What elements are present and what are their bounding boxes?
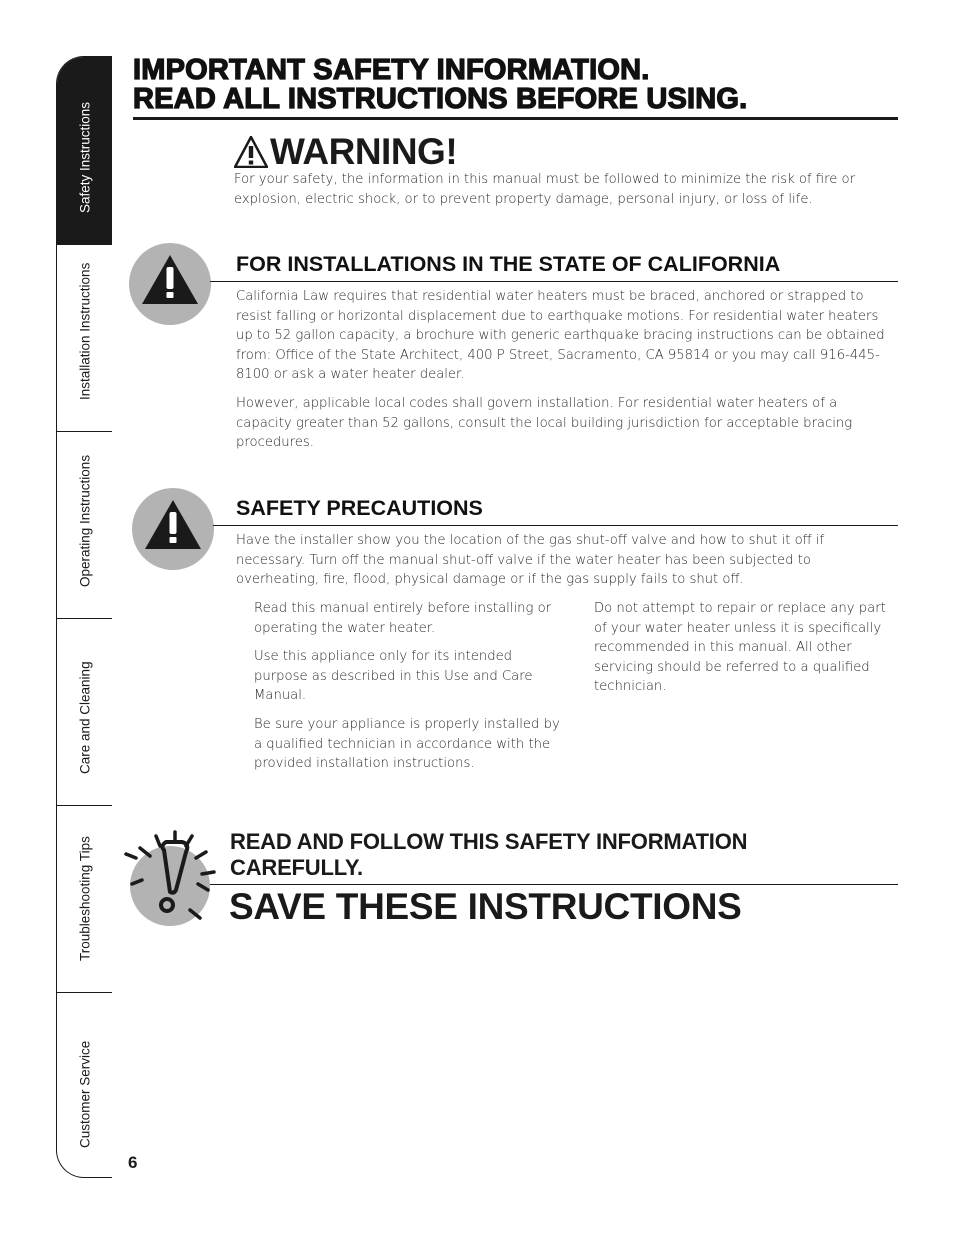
precautions-rule — [213, 525, 898, 526]
page-number: 6 — [128, 1153, 138, 1172]
warning-title: WARNING! — [270, 131, 458, 172]
precaution-item: Read this manual entirely before installing or operating the water heater. — [254, 601, 552, 636]
save-instructions-heading: SAVE THESE INSTRUCTIONS — [229, 886, 742, 927]
precaution-item: Do not attempt to repair or replace any part of your water heater unless it is specifically recommended in this manual. All other servicing should be referred to a qualified technician. — [594, 601, 886, 695]
tab-label: Customer Service — [77, 1040, 93, 1148]
tab-operating-instructions[interactable] — [57, 432, 112, 619]
exclamation-circle-icon — [132, 488, 214, 570]
exclamation-circle-icon — [129, 243, 211, 325]
california-paragraph-2: However, applicable local codes shall govern installation. For residential water heaters of a capacity greater than 52 gallons, consult the local building jurisdiction for acceptable bracing procedures. — [236, 396, 853, 451]
tab-label: Troubleshooting Tips — [77, 836, 93, 961]
precautions-intro: Have the installer show you the location of the gas shut-off valve and how to shut it off if necessary. Turn off the manual shut-off valve if the water heater has been subjected to overheating, fire, flood, physical damage or if the gas supply fails to shut off. — [236, 533, 825, 588]
tab-care-and-cleaning[interactable] — [57, 619, 112, 806]
closing-title: READ AND FOLLOW THIS SAFETY INFORMATION CAREFULLY. — [230, 829, 748, 880]
warning-text: For your safety, the information in this manual must be followed to minimize the risk of fire or explosion, electric shock, or to prevent property damage, personal injury, or loss of life. — [234, 172, 856, 207]
tab-safety-instructions[interactable] — [57, 57, 112, 245]
header-line-1: IMPORTANT SAFETY INFORMATION. — [133, 54, 650, 86]
precaution-item: Be sure your appliance is properly installed by a qualified technician in accordance with the provided installation instructions. — [254, 717, 560, 772]
header-line-2: READ ALL INSTRUCTIONS BEFORE USING. — [133, 83, 748, 115]
tab-customer-service[interactable] — [57, 993, 112, 1178]
warning-triangle-icon — [234, 136, 268, 168]
california-rule — [210, 281, 898, 282]
section-tabs — [56, 56, 112, 1178]
tab-installation-instructions[interactable] — [57, 245, 112, 432]
attention-burst-icon — [120, 828, 220, 928]
precaution-item: Use this appliance only for its intended purpose as described in this Use and Care Manual. — [254, 649, 533, 704]
tab-label: Installation Instructions — [77, 262, 93, 400]
tab-label: Care and Cleaning — [77, 661, 93, 774]
tab-label: Operating Instructions — [77, 454, 93, 587]
tab-troubleshooting-tips[interactable] — [57, 806, 112, 993]
closing-rule — [210, 884, 898, 885]
tab-label: Safety Instructions — [77, 101, 93, 213]
california-paragraph-1: California Law requires that residential water heaters must be braced, anchored or strapped to resist falling or horizontal displacement due to earthquake motions. For residential water heaters up to 52 gallon capacity, a brochure with generic earthquake bracing instructions can be obtained from: Office of the State Architect, 400 P Street, Sacramento, CA 95814 or you may call 916-445-8100 or ask a water heater dealer. — [236, 289, 885, 383]
page-header — [133, 56, 898, 114]
header-rule — [133, 117, 898, 120]
warning-block — [234, 132, 894, 209]
california-title: FOR INSTALLATIONS IN THE STATE OF CALIFORNIA — [236, 252, 781, 276]
precautions-title: SAFETY PRECAUTIONS — [236, 496, 483, 520]
